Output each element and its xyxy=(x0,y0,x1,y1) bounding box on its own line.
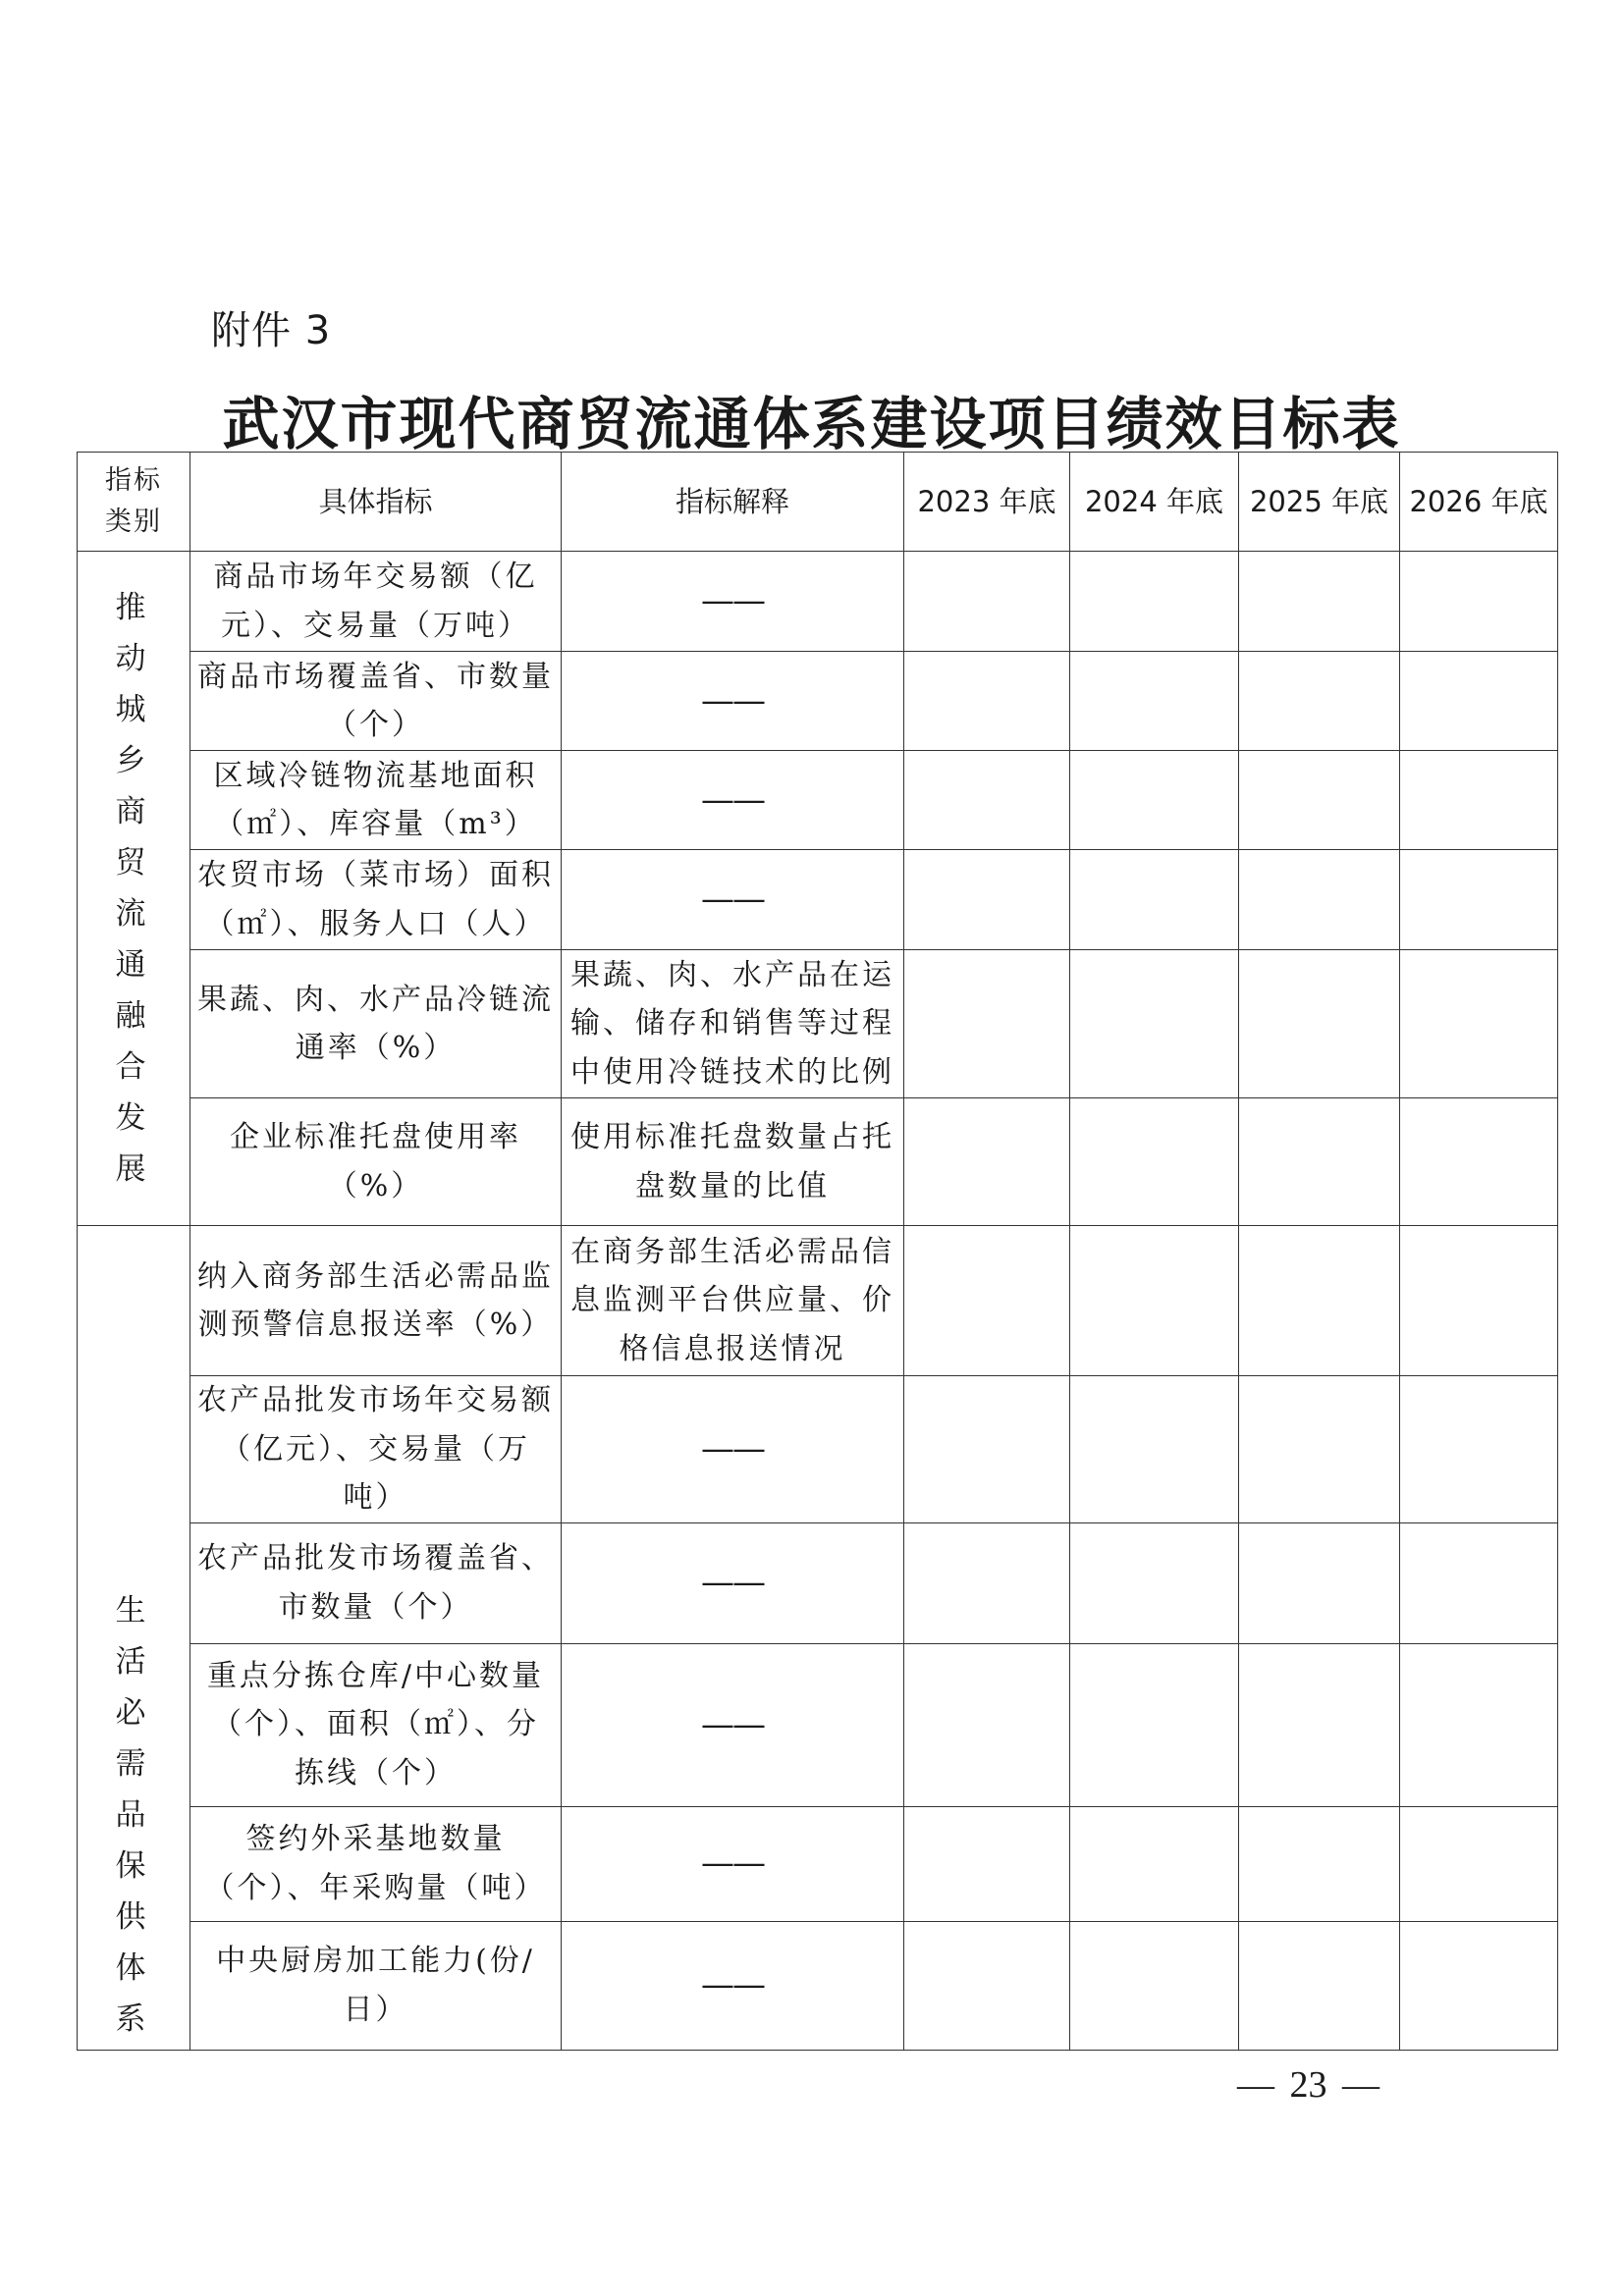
value-cell[interactable] xyxy=(904,552,1070,652)
value-cell[interactable] xyxy=(904,652,1070,751)
value-cell[interactable] xyxy=(1239,1226,1400,1376)
value-cell[interactable] xyxy=(1070,751,1239,850)
category-cell-2: 生活必需品保供体系 xyxy=(78,1226,190,2051)
value-cell[interactable] xyxy=(1070,1226,1239,1376)
value-cell[interactable] xyxy=(904,1643,1070,1806)
indicator-cell: 企业标准托盘使用率（%） xyxy=(190,1098,562,1226)
table-row xyxy=(78,751,1558,850)
value-cell[interactable] xyxy=(904,950,1070,1098)
value-cell[interactable] xyxy=(1070,1643,1239,1806)
explanation-cell: 果蔬、肉、水产品在运输、储存和销售等过程中使用冷链技术的比例 xyxy=(562,950,904,1098)
header-category: 指标类别 xyxy=(78,453,190,552)
value-cell[interactable] xyxy=(904,1806,1070,1921)
value-cell[interactable] xyxy=(1070,1522,1239,1643)
explanation-cell: —— xyxy=(562,751,904,850)
value-cell[interactable] xyxy=(1400,850,1558,950)
indicator-cell: 纳入商务部生活必需品监测预警信息报送率（%） xyxy=(190,1226,562,1376)
table-row xyxy=(78,1806,1558,1921)
value-cell[interactable] xyxy=(1400,751,1558,850)
explanation-cell: —— xyxy=(562,1643,904,1806)
table-row xyxy=(78,950,1558,1098)
value-cell[interactable] xyxy=(1400,1376,1558,1523)
indicator-cell: 签约外采基地数量（个）、年采购量（吨） xyxy=(190,1806,562,1921)
page-number: — 23 — xyxy=(1237,2064,1380,2106)
table-row xyxy=(78,1098,1558,1226)
value-cell[interactable] xyxy=(1400,950,1558,1098)
table-row xyxy=(78,1643,1558,1806)
explanation-cell: 在商务部生活必需品信息监测平台供应量、价格信息报送情况 xyxy=(562,1226,904,1376)
value-cell[interactable] xyxy=(1400,652,1558,751)
value-cell[interactable] xyxy=(1239,950,1400,1098)
indicator-cell: 农产品批发市场覆盖省、市数量（个） xyxy=(190,1522,562,1643)
indicator-cell: 农贸市场（菜市场）面积（㎡）、服务人口（人） xyxy=(190,850,562,950)
explanation-cell: —— xyxy=(562,1522,904,1643)
attachment-label: 附件 3 xyxy=(211,308,332,353)
table-row xyxy=(78,552,1558,652)
explanation-cell: —— xyxy=(562,1376,904,1523)
table-row xyxy=(78,1921,1558,2050)
indicator-cell: 农产品批发市场年交易额（亿元）、交易量（万吨） xyxy=(190,1376,562,1523)
table-row xyxy=(78,1226,1558,1376)
document-title: 武汉市现代商贸流通体系建设项目绩效目标表 xyxy=(222,391,1401,457)
performance-target-table xyxy=(77,452,1558,2051)
indicator-cell: 中央厨房加工能力(份/日） xyxy=(190,1921,562,2050)
value-cell[interactable] xyxy=(1070,1376,1239,1523)
value-cell[interactable] xyxy=(904,1226,1070,1376)
value-cell[interactable] xyxy=(1239,1376,1400,1523)
value-cell[interactable] xyxy=(904,751,1070,850)
header-explanation: 指标解释 xyxy=(562,453,904,552)
value-cell[interactable] xyxy=(1070,652,1239,751)
header-year-2024: 2024 年底 xyxy=(1070,453,1239,552)
value-cell[interactable] xyxy=(1400,1643,1558,1806)
value-cell[interactable] xyxy=(1239,850,1400,950)
value-cell[interactable] xyxy=(1400,1098,1558,1226)
explanation-cell: 使用标准托盘数量占托盘数量的比值 xyxy=(562,1098,904,1226)
value-cell[interactable] xyxy=(904,850,1070,950)
value-cell[interactable] xyxy=(1070,850,1239,950)
value-cell[interactable] xyxy=(1239,652,1400,751)
value-cell[interactable] xyxy=(1400,1921,1558,2050)
indicator-cell: 果蔬、肉、水产品冷链流通率（%） xyxy=(190,950,562,1098)
value-cell[interactable] xyxy=(1239,1522,1400,1643)
value-cell[interactable] xyxy=(1239,1098,1400,1226)
value-cell[interactable] xyxy=(1070,1806,1239,1921)
explanation-cell: —— xyxy=(562,652,904,751)
table-row xyxy=(78,1376,1558,1523)
explanation-cell: —— xyxy=(562,850,904,950)
header-year-2025: 2025 年底 xyxy=(1239,453,1400,552)
header-row xyxy=(78,453,1558,552)
value-cell[interactable] xyxy=(904,1522,1070,1643)
category-cell-1: 推动城乡商贸流通融合发展 xyxy=(78,552,190,1226)
value-cell[interactable] xyxy=(1400,552,1558,652)
value-cell[interactable] xyxy=(1239,1806,1400,1921)
header-indicator: 具体指标 xyxy=(190,453,562,552)
value-cell[interactable] xyxy=(1239,751,1400,850)
header-year-2023: 2023 年底 xyxy=(904,453,1070,552)
explanation-cell: —— xyxy=(562,1921,904,2050)
indicator-cell: 商品市场覆盖省、市数量（个） xyxy=(190,652,562,751)
value-cell[interactable] xyxy=(1239,1921,1400,2050)
value-cell[interactable] xyxy=(1070,552,1239,652)
value-cell[interactable] xyxy=(904,1376,1070,1523)
value-cell[interactable] xyxy=(1070,1098,1239,1226)
table-row xyxy=(78,850,1558,950)
explanation-cell: —— xyxy=(562,1806,904,1921)
value-cell[interactable] xyxy=(1239,552,1400,652)
table-row xyxy=(78,1522,1558,1643)
value-cell[interactable] xyxy=(1400,1226,1558,1376)
indicator-cell: 商品市场年交易额（亿元）、交易量（万吨） xyxy=(190,552,562,652)
indicator-cell: 重点分拣仓库/中心数量（个）、面积（㎡）、分拣线（个） xyxy=(190,1643,562,1806)
header-year-2026: 2026 年底 xyxy=(1400,453,1558,552)
value-cell[interactable] xyxy=(1239,1643,1400,1806)
value-cell[interactable] xyxy=(1400,1806,1558,1921)
value-cell[interactable] xyxy=(1070,1921,1239,2050)
value-cell[interactable] xyxy=(904,1921,1070,2050)
indicator-cell: 区域冷链物流基地面积（㎡）、库容量（m³） xyxy=(190,751,562,850)
explanation-cell: —— xyxy=(562,552,904,652)
value-cell[interactable] xyxy=(904,1098,1070,1226)
table-row xyxy=(78,652,1558,751)
value-cell[interactable] xyxy=(1070,950,1239,1098)
value-cell[interactable] xyxy=(1400,1522,1558,1643)
